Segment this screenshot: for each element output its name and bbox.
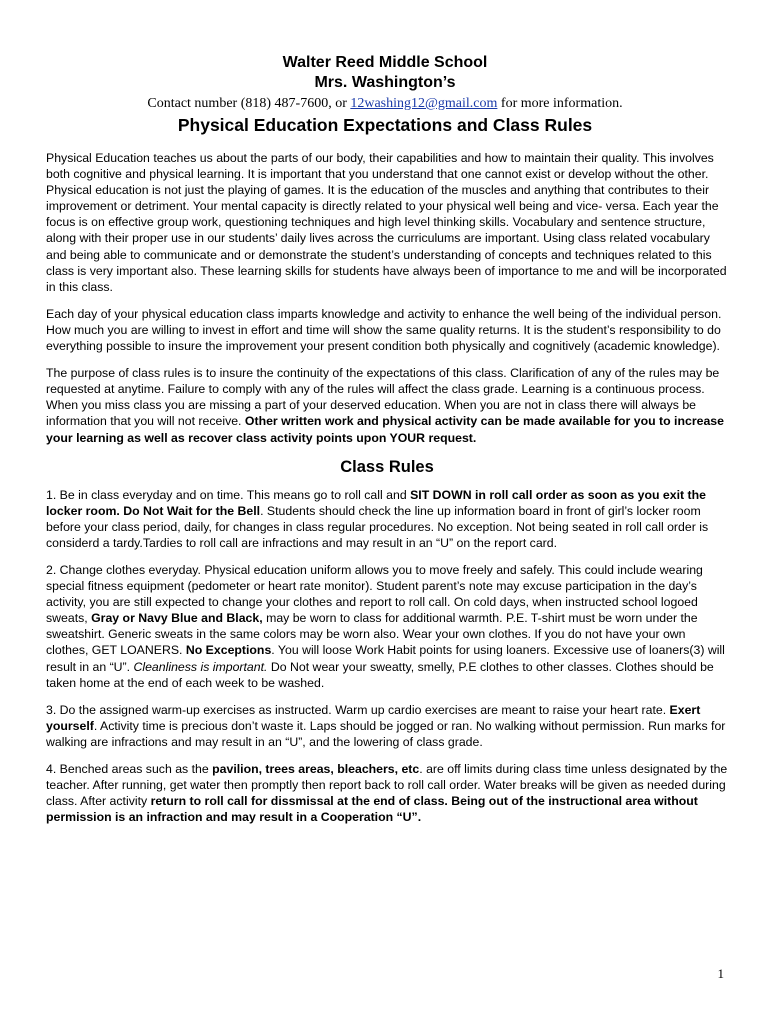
- rule-4: [46, 761, 728, 825]
- teacher-name: Mrs. Washington’s: [314, 74, 456, 91]
- intro-paragraph-3-bold: Other written work and physical activity can be made available for you to increase your learning as well as recover class activity points upon YOUR request.: [46, 414, 724, 445]
- intro-paragraph-2: Each day of your physical education class imparts knowledge and activity to enhance the well being of the individual person. How much you are willing to invest in effort and time will show the same quality returns. It is the student’s responsibility to do everything possible to insure the improvement your present condition both physically and cognitively (academic knowledge).: [46, 306, 722, 354]
- rule-1: [46, 487, 728, 551]
- school-name: Walter Reed Middle School: [282, 54, 488, 71]
- class-rules-heading: Class Rules: [340, 457, 434, 476]
- contact-line: [0, 95, 770, 113]
- rule-1-text-c: . Students should check the line up information board in front of girl’s locker room before your class period, daily, for changes in class regular procedures. No exception. Not being seated in roll call order is considerd a tardy.Tardies to roll call are infractions and may result in an “U” on the report card.: [46, 503, 709, 550]
- contact-email-link[interactable]: 12washing12@gmail.com: [350, 96, 498, 111]
- contact-suffix: for more information.: [497, 96, 623, 111]
- rule-3-text-a: 3. Do the assigned warm-up exercises as instructed. Warm up cardio exercises are meant to raise your heart rate.: [46, 702, 670, 717]
- rule-2-italic-cleanliness: Cleanliness is important.: [133, 659, 268, 674]
- rule-2-text-c: may be worn to class for additional warmth. P.E. T-shirt must be worn under the sweatshirt. Generic sweats in the same colors may be worn also. Wear your own clothes. If you do not have your own clothes, GET LOANERS.: [46, 611, 698, 658]
- rule-2-text-g: Do Not wear your sweatty, smelly, P.E clothes to other classes. Clothes should be taken home at the end of each week to be washed.: [46, 659, 714, 690]
- rule-3: [46, 702, 728, 750]
- rule-3-bold: Exert yourself: [46, 702, 701, 733]
- rule-4-text-a: 4. Benched areas such as the: [46, 762, 213, 776]
- rule-2: [46, 562, 728, 691]
- rule-2-bold-no-exceptions: No Exceptions: [185, 643, 272, 658]
- intro-paragraph-3-text: The purpose of class rules is to insure the continuity of the expectations of this class. Clarification of any of the rules may be requested at anytime. Failure to comply with any of the rules will affect the class grade. Learning is a continuous process. When you miss class you are missing a part of your deserved education. When you are not in class there will always be information that you will not receive.: [46, 366, 720, 429]
- rule-1-bold: SIT DOWN in roll call order as soon as you exit the locker room. Do Not Wait for the Bell: [46, 487, 706, 518]
- rule-4-bold-return: return to roll call for dissmissal at the end of class. Being out of the instructional area without permission is an infraction and may result in a Cooperation “U”.: [46, 794, 698, 825]
- intro-paragraph-1: Physical Education teaches us about the parts of our body, their capabilities and how to maintain their quality. This involves both cognitive and physical learning. It is important that you understand that one cannot exist or develop without the other. Physical education is not just the playing of games. It is the education of the muscles and anything that contributes to their improvement or detriment. Your mental capacity is directly related to your physical well being and vice- versa. Each year the focus is on effective group work, questioning techniques and high level thinking skills. Vocabulary and sentence structure, along with their proper use in our students’ daily lives across the curriculums are important. Using class related vocabulary and being able to communicate and or demonstrate the student’s understanding of concepts and techniques related to this class is very important also. These learning skills for students have always been of importance to me and will be incorporated in this class.: [46, 151, 727, 294]
- rule-4-text-c: . are off limits during class time unless designated by the teacher. After running, get water then promptly then report back to roll call order. Water breaks will be given as needed during class. After activity: [46, 762, 728, 809]
- intro-paragraph-3: [46, 365, 728, 445]
- page-number: 1: [717, 966, 724, 981]
- rule-3-text-c: . Activity time is precious don’t waste it. Laps should be jogged or ran. No walking without permission. Run marks for walking are infractions and may result in an “U”, and the lowering of class grade.: [46, 718, 726, 749]
- rule-4-bold-areas: pavilion, trees areas, bleachers, etc: [212, 762, 420, 776]
- rule-1-text-a: 1. Be in class everyday and on time. This means go to roll call and: [46, 487, 411, 502]
- rule-2-text-e: . You will loose Work Habit points for using loaners. Excessive use of loaners(3) will result in an “U”.: [46, 643, 725, 674]
- document-body: [46, 150, 728, 836]
- rule-2-text-a: 2. Change clothes everyday. Physical education uniform allows you to move freely and safely. This could include wearing special fitness equipment (pedometer or heart rate monitor). Student parent’s note may excuse participation in the day’s activity, you are still expected to change your clothes and report to roll call. On cold days, when instructed school logoed sweats,: [46, 562, 703, 626]
- contact-prefix: Contact number (818) 487-7600, or: [147, 96, 351, 111]
- rule-2-bold-colors: Gray or Navy Blue and Black,: [91, 611, 263, 626]
- page-title: Physical Education Expectations and Class Rules: [177, 115, 593, 135]
